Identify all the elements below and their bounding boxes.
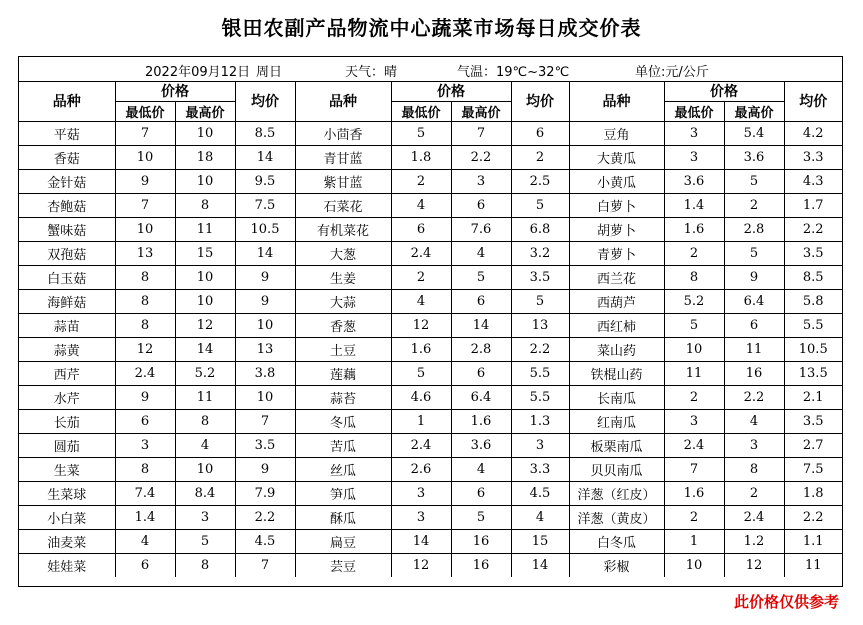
avg-price-cell: 1.8 bbox=[784, 482, 842, 506]
avg-price-cell: 14 bbox=[511, 554, 569, 578]
min-price-cell: 6 bbox=[115, 410, 175, 434]
avg-price-cell: 7 bbox=[235, 410, 295, 434]
max-price-cell: 4 bbox=[724, 410, 784, 434]
avg-price-cell: 7.5 bbox=[235, 194, 295, 218]
max-price-cell: 2 bbox=[724, 194, 784, 218]
max-price-cell: 10 bbox=[175, 458, 235, 482]
max-price-cell: 6 bbox=[451, 482, 511, 506]
product-name-cell: 土豆 bbox=[295, 338, 391, 362]
product-name-cell: 扁豆 bbox=[295, 530, 391, 554]
max-price-cell: 9 bbox=[724, 266, 784, 290]
max-price-cell: 3 bbox=[451, 170, 511, 194]
max-price-cell: 8 bbox=[175, 410, 235, 434]
min-price-cell: 7 bbox=[115, 122, 175, 146]
table-row bbox=[19, 194, 842, 218]
table-row bbox=[19, 434, 842, 458]
max-price-cell: 2.8 bbox=[724, 218, 784, 242]
header-price: 价格 bbox=[664, 81, 784, 102]
avg-price-cell: 3.5 bbox=[784, 410, 842, 434]
max-price-cell: 5 bbox=[175, 530, 235, 554]
table-row bbox=[19, 410, 842, 434]
product-name-cell: 苦瓜 bbox=[295, 434, 391, 458]
product-name-cell: 长茄 bbox=[19, 410, 115, 434]
max-price-cell: 16 bbox=[724, 362, 784, 386]
min-price-cell: 13 bbox=[115, 242, 175, 266]
table-row bbox=[19, 482, 842, 506]
max-price-cell: 11 bbox=[724, 338, 784, 362]
min-price-cell: 8 bbox=[115, 458, 175, 482]
max-price-cell: 1.6 bbox=[451, 410, 511, 434]
avg-price-cell: 13.5 bbox=[784, 362, 842, 386]
max-price-cell: 11 bbox=[175, 386, 235, 410]
product-name-cell: 香菇 bbox=[19, 146, 115, 170]
min-price-cell: 9 bbox=[115, 170, 175, 194]
max-price-cell: 18 bbox=[175, 146, 235, 170]
product-name-cell: 金针菇 bbox=[19, 170, 115, 194]
avg-price-cell: 6 bbox=[511, 122, 569, 146]
product-name-cell: 豆角 bbox=[569, 122, 664, 146]
min-price-cell: 2 bbox=[664, 242, 724, 266]
min-price-cell: 8 bbox=[115, 314, 175, 338]
avg-price-cell: 4 bbox=[511, 506, 569, 530]
product-name-cell: 蒜黄 bbox=[19, 338, 115, 362]
avg-price-cell: 1.1 bbox=[784, 530, 842, 554]
max-price-cell: 5 bbox=[451, 506, 511, 530]
header-min: 最低价 bbox=[664, 102, 724, 122]
max-price-cell: 5 bbox=[451, 266, 511, 290]
min-price-cell: 1.6 bbox=[391, 338, 451, 362]
min-price-cell: 4 bbox=[391, 290, 451, 314]
avg-price-cell: 13 bbox=[511, 314, 569, 338]
product-name-cell: 香葱 bbox=[295, 314, 391, 338]
max-price-cell: 2.4 bbox=[724, 506, 784, 530]
min-price-cell: 1.4 bbox=[115, 506, 175, 530]
min-price-cell: 1.6 bbox=[664, 218, 724, 242]
header-min: 最低价 bbox=[115, 102, 175, 122]
avg-price-cell: 3.2 bbox=[511, 242, 569, 266]
avg-price-cell: 10 bbox=[235, 314, 295, 338]
header-avg: 均价 bbox=[235, 81, 295, 122]
product-name-cell: 酥瓜 bbox=[295, 506, 391, 530]
product-name-cell: 油麦菜 bbox=[19, 530, 115, 554]
max-price-cell: 3 bbox=[724, 434, 784, 458]
max-price-cell: 1.2 bbox=[724, 530, 784, 554]
product-name-cell: 西红柿 bbox=[569, 314, 664, 338]
max-price-cell: 7.6 bbox=[451, 218, 511, 242]
avg-price-cell: 15 bbox=[511, 530, 569, 554]
avg-price-cell: 3.3 bbox=[784, 146, 842, 170]
avg-price-cell: 9 bbox=[235, 458, 295, 482]
max-price-cell: 6 bbox=[724, 314, 784, 338]
avg-price-cell: 3.3 bbox=[511, 458, 569, 482]
min-price-cell: 5 bbox=[391, 362, 451, 386]
price-table-body bbox=[19, 122, 842, 578]
min-price-cell: 2.4 bbox=[115, 362, 175, 386]
max-price-cell: 16 bbox=[451, 530, 511, 554]
table-row bbox=[19, 362, 842, 386]
max-price-cell: 4 bbox=[175, 434, 235, 458]
max-price-cell: 2 bbox=[724, 482, 784, 506]
avg-price-cell: 5.5 bbox=[511, 362, 569, 386]
min-price-cell: 10 bbox=[664, 554, 724, 578]
product-name-cell: 板栗南瓜 bbox=[569, 434, 664, 458]
header-max: 最高价 bbox=[451, 102, 511, 122]
min-price-cell: 12 bbox=[391, 554, 451, 578]
avg-price-cell: 4.2 bbox=[784, 122, 842, 146]
min-price-cell: 3 bbox=[115, 434, 175, 458]
product-name-cell: 白冬瓜 bbox=[569, 530, 664, 554]
max-price-cell: 3 bbox=[175, 506, 235, 530]
max-price-cell: 8 bbox=[175, 554, 235, 578]
product-name-cell: 长南瓜 bbox=[569, 386, 664, 410]
avg-price-cell: 10.5 bbox=[784, 338, 842, 362]
product-name-cell: 胡萝卜 bbox=[569, 218, 664, 242]
min-price-cell: 3 bbox=[664, 410, 724, 434]
max-price-cell: 15 bbox=[175, 242, 235, 266]
min-price-cell: 2 bbox=[664, 386, 724, 410]
header-avg: 均价 bbox=[784, 81, 842, 122]
avg-price-cell: 9 bbox=[235, 266, 295, 290]
table-row bbox=[19, 170, 842, 194]
header-name: 品种 bbox=[19, 81, 115, 122]
product-name-cell: 青萝卜 bbox=[569, 242, 664, 266]
max-price-cell: 10 bbox=[175, 266, 235, 290]
max-price-cell: 5 bbox=[724, 242, 784, 266]
avg-price-cell: 3.5 bbox=[235, 434, 295, 458]
max-price-cell: 4 bbox=[451, 242, 511, 266]
avg-price-cell: 9.5 bbox=[235, 170, 295, 194]
min-price-cell: 11 bbox=[664, 362, 724, 386]
avg-price-cell: 8.5 bbox=[235, 122, 295, 146]
min-price-cell: 8 bbox=[115, 290, 175, 314]
avg-price-cell: 2.2 bbox=[784, 506, 842, 530]
min-price-cell: 3 bbox=[664, 122, 724, 146]
avg-price-cell: 3 bbox=[511, 434, 569, 458]
avg-price-cell: 7.9 bbox=[235, 482, 295, 506]
table-row bbox=[19, 386, 842, 410]
avg-price-cell: 4.3 bbox=[784, 170, 842, 194]
product-name-cell: 蒜苔 bbox=[295, 386, 391, 410]
product-name-cell: 蒜苗 bbox=[19, 314, 115, 338]
avg-price-cell: 3.5 bbox=[511, 266, 569, 290]
product-name-cell: 彩椒 bbox=[569, 554, 664, 578]
max-price-cell: 12 bbox=[175, 314, 235, 338]
min-price-cell: 4 bbox=[391, 194, 451, 218]
product-name-cell: 圆茄 bbox=[19, 434, 115, 458]
avg-price-cell: 4.5 bbox=[235, 530, 295, 554]
product-name-cell: 青甘蓝 bbox=[295, 146, 391, 170]
header-max: 最高价 bbox=[724, 102, 784, 122]
max-price-cell: 5.4 bbox=[724, 122, 784, 146]
max-price-cell: 8.4 bbox=[175, 482, 235, 506]
min-price-cell: 4.6 bbox=[391, 386, 451, 410]
min-price-cell: 14 bbox=[391, 530, 451, 554]
weather-text: 天气：晴 bbox=[345, 65, 398, 80]
avg-price-cell: 7.5 bbox=[784, 458, 842, 482]
min-price-cell: 5.2 bbox=[664, 290, 724, 314]
price-table-frame bbox=[18, 56, 843, 587]
table-row bbox=[19, 146, 842, 170]
avg-price-cell: 2.2 bbox=[235, 506, 295, 530]
min-price-cell: 6 bbox=[391, 218, 451, 242]
product-name-cell: 小白菜 bbox=[19, 506, 115, 530]
max-price-cell: 8 bbox=[175, 194, 235, 218]
product-name-cell: 生姜 bbox=[295, 266, 391, 290]
min-price-cell: 7 bbox=[664, 458, 724, 482]
product-name-cell: 大黄瓜 bbox=[569, 146, 664, 170]
min-price-cell: 3 bbox=[391, 506, 451, 530]
max-price-cell: 10 bbox=[175, 290, 235, 314]
product-name-cell: 杏鲍菇 bbox=[19, 194, 115, 218]
avg-price-cell: 1.7 bbox=[784, 194, 842, 218]
product-name-cell: 双孢菇 bbox=[19, 242, 115, 266]
weekday-text: 周日 bbox=[256, 65, 283, 80]
min-price-cell: 9 bbox=[115, 386, 175, 410]
max-price-cell: 4 bbox=[451, 458, 511, 482]
max-price-cell: 11 bbox=[175, 218, 235, 242]
product-name-cell: 蟹味菇 bbox=[19, 218, 115, 242]
product-name-cell: 西兰花 bbox=[569, 266, 664, 290]
min-price-cell: 2.4 bbox=[391, 434, 451, 458]
product-name-cell: 生菜球 bbox=[19, 482, 115, 506]
min-price-cell: 5 bbox=[391, 122, 451, 146]
product-name-cell: 洋葱（黄皮） bbox=[569, 506, 664, 530]
date-text: 2022年09月12日 bbox=[145, 65, 251, 80]
table-row bbox=[19, 242, 842, 266]
temperature-text: 气温：19℃~32℃ bbox=[457, 65, 570, 80]
avg-price-cell: 5.5 bbox=[511, 386, 569, 410]
min-price-cell: 1 bbox=[391, 410, 451, 434]
min-price-cell: 1.8 bbox=[391, 146, 451, 170]
min-price-cell: 2.4 bbox=[664, 434, 724, 458]
avg-price-cell: 8.5 bbox=[784, 266, 842, 290]
header-name: 品种 bbox=[295, 81, 391, 122]
product-name-cell: 贝贝南瓜 bbox=[569, 458, 664, 482]
table-row bbox=[19, 338, 842, 362]
avg-price-cell: 5 bbox=[511, 290, 569, 314]
product-name-cell: 冬瓜 bbox=[295, 410, 391, 434]
avg-price-cell: 14 bbox=[235, 242, 295, 266]
avg-price-cell: 5.5 bbox=[784, 314, 842, 338]
product-name-cell: 丝瓜 bbox=[295, 458, 391, 482]
min-price-cell: 3 bbox=[391, 482, 451, 506]
max-price-cell: 16 bbox=[451, 554, 511, 578]
max-price-cell: 6 bbox=[451, 290, 511, 314]
table-row bbox=[19, 122, 842, 146]
max-price-cell: 14 bbox=[175, 338, 235, 362]
min-price-cell: 3 bbox=[664, 146, 724, 170]
max-price-cell: 14 bbox=[451, 314, 511, 338]
avg-price-cell: 4.5 bbox=[511, 482, 569, 506]
avg-price-cell: 9 bbox=[235, 290, 295, 314]
min-price-cell: 1.6 bbox=[664, 482, 724, 506]
max-price-cell: 6.4 bbox=[451, 386, 511, 410]
max-price-cell: 2.2 bbox=[451, 146, 511, 170]
max-price-cell: 6 bbox=[451, 194, 511, 218]
max-price-cell: 8 bbox=[724, 458, 784, 482]
product-name-cell: 红南瓜 bbox=[569, 410, 664, 434]
product-name-cell: 海鲜菇 bbox=[19, 290, 115, 314]
table-row bbox=[19, 530, 842, 554]
avg-price-cell: 2 bbox=[511, 146, 569, 170]
avg-price-cell: 10.5 bbox=[235, 218, 295, 242]
min-price-cell: 2 bbox=[664, 506, 724, 530]
page-title: 银田农副产品物流中心蔬菜市场每日成交价表 bbox=[221, 16, 642, 40]
min-price-cell: 3.6 bbox=[664, 170, 724, 194]
product-name-cell: 石菜花 bbox=[295, 194, 391, 218]
min-price-cell: 10 bbox=[664, 338, 724, 362]
min-price-cell: 7.4 bbox=[115, 482, 175, 506]
table-row bbox=[19, 458, 842, 482]
table-row bbox=[19, 266, 842, 290]
min-price-cell: 2 bbox=[391, 266, 451, 290]
table-row bbox=[19, 554, 842, 578]
product-name-cell: 水芹 bbox=[19, 386, 115, 410]
table-row bbox=[19, 290, 842, 314]
min-price-cell: 10 bbox=[115, 146, 175, 170]
min-price-cell: 10 bbox=[115, 218, 175, 242]
min-price-cell: 4 bbox=[115, 530, 175, 554]
avg-price-cell: 6.8 bbox=[511, 218, 569, 242]
product-name-cell: 菜山药 bbox=[569, 338, 664, 362]
avg-price-cell: 2.5 bbox=[511, 170, 569, 194]
max-price-cell: 6.4 bbox=[724, 290, 784, 314]
product-name-cell: 有机菜花 bbox=[295, 218, 391, 242]
product-name-cell: 大蒜 bbox=[295, 290, 391, 314]
product-name-cell: 莲藕 bbox=[295, 362, 391, 386]
min-price-cell: 2 bbox=[391, 170, 451, 194]
avg-price-cell: 11 bbox=[784, 554, 842, 578]
avg-price-cell: 2.2 bbox=[511, 338, 569, 362]
table-row bbox=[19, 218, 842, 242]
min-price-cell: 2.4 bbox=[391, 242, 451, 266]
min-price-cell: 8 bbox=[664, 266, 724, 290]
info-bar bbox=[19, 57, 842, 82]
max-price-cell: 10 bbox=[175, 122, 235, 146]
header-max: 最高价 bbox=[175, 102, 235, 122]
product-name-cell: 笋瓜 bbox=[295, 482, 391, 506]
avg-price-cell: 2.2 bbox=[784, 218, 842, 242]
product-name-cell: 洋葱（红皮） bbox=[569, 482, 664, 506]
product-name-cell: 西葫芦 bbox=[569, 290, 664, 314]
max-price-cell: 5 bbox=[724, 170, 784, 194]
avg-price-cell: 10 bbox=[235, 386, 295, 410]
min-price-cell: 2.6 bbox=[391, 458, 451, 482]
max-price-cell: 2.2 bbox=[724, 386, 784, 410]
disclaimer-note: 此价格仅供参考 bbox=[733, 593, 839, 611]
avg-price-cell: 5 bbox=[511, 194, 569, 218]
max-price-cell: 3.6 bbox=[451, 434, 511, 458]
max-price-cell: 3.6 bbox=[724, 146, 784, 170]
min-price-cell: 8 bbox=[115, 266, 175, 290]
product-name-cell: 娃娃菜 bbox=[19, 554, 115, 578]
product-name-cell: 小茴香 bbox=[295, 122, 391, 146]
header-name: 品种 bbox=[569, 81, 664, 122]
min-price-cell: 7 bbox=[115, 194, 175, 218]
product-name-cell: 芸豆 bbox=[295, 554, 391, 578]
product-name-cell: 白萝卜 bbox=[569, 194, 664, 218]
max-price-cell: 2.8 bbox=[451, 338, 511, 362]
product-name-cell: 紫甘蓝 bbox=[295, 170, 391, 194]
product-name-cell: 平菇 bbox=[19, 122, 115, 146]
header-min: 最低价 bbox=[391, 102, 451, 122]
header-avg: 均价 bbox=[511, 81, 569, 122]
avg-price-cell: 5.8 bbox=[784, 290, 842, 314]
table-row bbox=[19, 314, 842, 338]
avg-price-cell: 7 bbox=[235, 554, 295, 578]
avg-price-cell: 1.3 bbox=[511, 410, 569, 434]
max-price-cell: 10 bbox=[175, 170, 235, 194]
product-name-cell: 西芹 bbox=[19, 362, 115, 386]
avg-price-cell: 2.1 bbox=[784, 386, 842, 410]
table-row bbox=[19, 506, 842, 530]
product-name-cell: 小黄瓜 bbox=[569, 170, 664, 194]
price-table bbox=[19, 81, 842, 577]
max-price-cell: 6 bbox=[451, 362, 511, 386]
product-name-cell: 铁棍山药 bbox=[569, 362, 664, 386]
avg-price-cell: 13 bbox=[235, 338, 295, 362]
product-name-cell: 大葱 bbox=[295, 242, 391, 266]
min-price-cell: 12 bbox=[391, 314, 451, 338]
avg-price-cell: 3.5 bbox=[784, 242, 842, 266]
min-price-cell: 12 bbox=[115, 338, 175, 362]
min-price-cell: 1.4 bbox=[664, 194, 724, 218]
min-price-cell: 1 bbox=[664, 530, 724, 554]
product-name-cell: 白玉菇 bbox=[19, 266, 115, 290]
max-price-cell: 5.2 bbox=[175, 362, 235, 386]
avg-price-cell: 14 bbox=[235, 146, 295, 170]
header-price: 价格 bbox=[391, 81, 511, 102]
min-price-cell: 6 bbox=[115, 554, 175, 578]
avg-price-cell: 2.7 bbox=[784, 434, 842, 458]
max-price-cell: 12 bbox=[724, 554, 784, 578]
product-name-cell: 生菜 bbox=[19, 458, 115, 482]
min-price-cell: 5 bbox=[664, 314, 724, 338]
unit-text: 单位:元/公斤 bbox=[635, 65, 709, 80]
max-price-cell: 7 bbox=[451, 122, 511, 146]
avg-price-cell: 3.8 bbox=[235, 362, 295, 386]
header-price: 价格 bbox=[115, 81, 235, 102]
